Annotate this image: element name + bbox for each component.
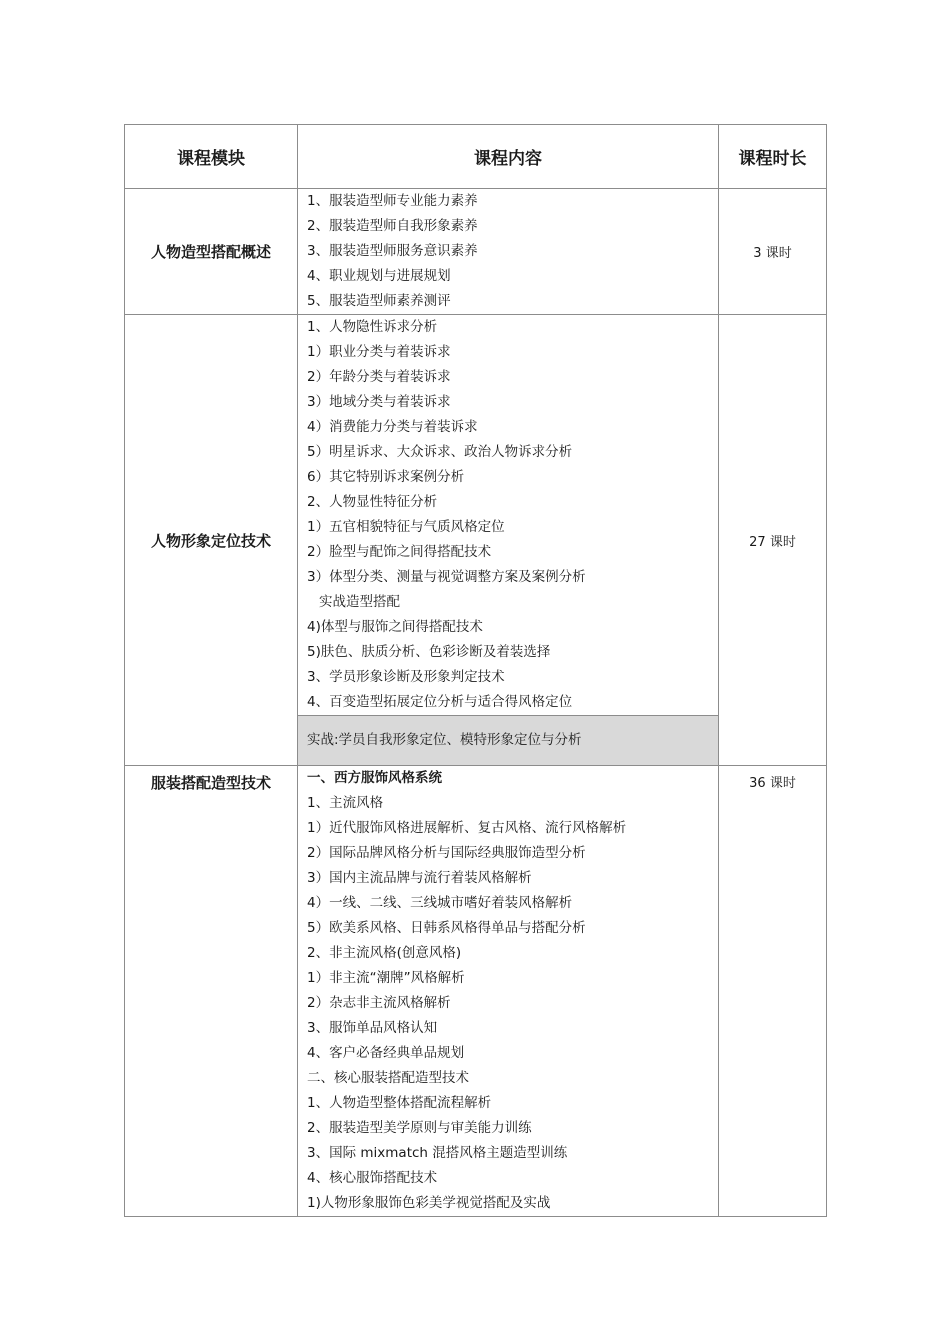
header-module: 课程模块 <box>125 125 298 189</box>
table-header-row <box>125 125 827 189</box>
content-line: 1）近代服饰风格进展解析、复古风格、流行风格解析 <box>307 820 627 836</box>
content-line: 4)体型与服饰之间得搭配技术 <box>307 619 483 635</box>
content-line: 5)肤色、肤质分析、色彩诊断及着装选择 <box>307 644 551 660</box>
content-line: 实战造型搭配 <box>319 594 400 610</box>
content-line: 4）一线、二线、三线城市嗜好着装风格解析 <box>307 895 573 911</box>
content-line: 1、主流风格 <box>307 795 384 811</box>
module-cell: 人物形象定位技术 <box>125 315 298 766</box>
content-line: 4、核心服饰搭配技术 <box>307 1170 438 1186</box>
table-row <box>125 766 827 1217</box>
content-line: 1）职业分类与着装诉求 <box>307 344 451 360</box>
duration-cell: 27 课时 <box>719 315 827 766</box>
content-line: 2）脸型与配饰之间得搭配技术 <box>307 544 492 560</box>
content-line: 2、非主流风格(创意风格) <box>307 945 462 961</box>
header-content: 课程内容 <box>298 125 719 189</box>
content-line: 一、西方服饰风格系统 <box>307 770 442 786</box>
content-line: 1）非主流“潮牌”风格解析 <box>307 970 465 986</box>
content-line: 4、职业规划与进展规划 <box>307 268 451 284</box>
content-line: 3、服装造型师服务意识素养 <box>307 243 478 259</box>
duration-cell: 36 课时 <box>719 766 827 1217</box>
content-line: 2、人物显性特征分析 <box>307 494 438 510</box>
content-line: 3、服饰单品风格认知 <box>307 1020 438 1036</box>
content-line: 3）地域分类与着装诉求 <box>307 394 451 410</box>
content-cell <box>298 766 719 1217</box>
content-line: 2、服装造型师自我形象素养 <box>307 218 478 234</box>
content-line: 3）国内主流品牌与流行着装风格解析 <box>307 870 532 886</box>
practice-note: 实战:学员自我形象定位、模特形象定位与分析 <box>298 715 718 765</box>
duration-cell: 3 课时 <box>719 189 827 315</box>
table-row <box>125 189 827 315</box>
header-duration: 课程时长 <box>719 125 827 189</box>
content-line: 4、百变造型拓展定位分析与适合得风格定位 <box>307 694 573 710</box>
content-line: 1)人物形象服饰色彩美学视觉搭配及实战 <box>307 1195 551 1211</box>
content-cell <box>298 189 719 315</box>
module-cell: 人物造型搭配概述 <box>125 189 298 315</box>
content-line: 2）国际品牌风格分析与国际经典服饰造型分析 <box>307 845 586 861</box>
content-line: 2、服装造型美学原则与审美能力训练 <box>307 1120 532 1136</box>
content-line: 5、服装造型师素养测评 <box>307 293 451 309</box>
content-line: 3、学员形象诊断及形象判定技术 <box>307 669 505 685</box>
content-line: 1）五官相貌特征与气质风格定位 <box>307 519 505 535</box>
module-cell: 服装搭配造型技术 <box>125 766 298 1217</box>
content-line: 二、核心服装搭配造型技术 <box>307 1070 469 1086</box>
content-line: 6）其它特别诉求案例分析 <box>307 469 465 485</box>
content-line: 2）杂志非主流风格解析 <box>307 995 451 1011</box>
content-line: 4、客户必备经典单品规划 <box>307 1045 465 1061</box>
content-cell <box>298 315 719 766</box>
content-line: 3、国际 mixmatch 混搭风格主题造型训练 <box>307 1145 568 1161</box>
content-line: 1、人物隐性诉求分析 <box>307 319 438 335</box>
table-row <box>125 315 827 766</box>
content-line: 1、人物造型整体搭配流程解析 <box>307 1095 492 1111</box>
course-table <box>124 124 827 1217</box>
content-line: 2）年龄分类与着装诉求 <box>307 369 451 385</box>
content-line: 5）欧美系风格、日韩系风格得单品与搭配分析 <box>307 920 586 936</box>
content-line: 3）体型分类、测量与视觉调整方案及案例分析 <box>307 569 586 585</box>
content-line: 1、服装造型师专业能力素养 <box>307 193 478 209</box>
content-line: 4）消费能力分类与着装诉求 <box>307 419 478 435</box>
content-line: 5）明星诉求、大众诉求、政治人物诉求分析 <box>307 444 573 460</box>
